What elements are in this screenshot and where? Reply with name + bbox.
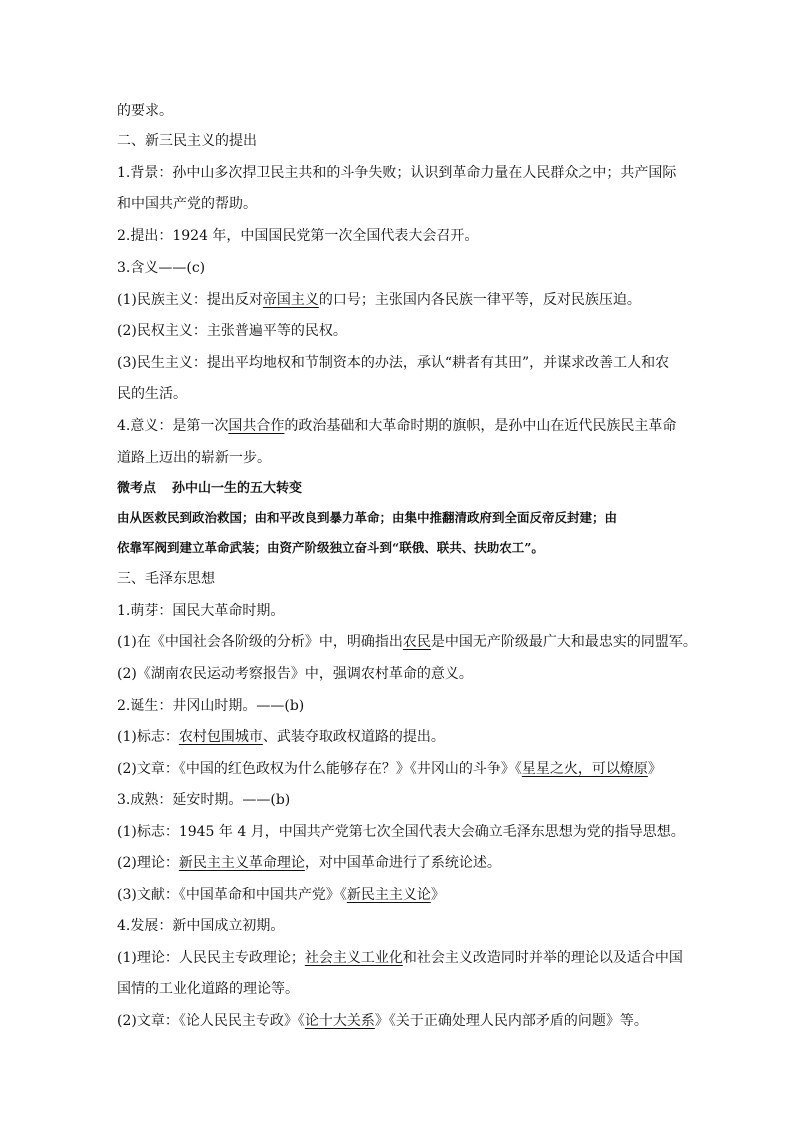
text-line: (1)理论：人民民主专政理论；社会主义工业化和社会主义改造同时并举的理论以及适合中国 bbox=[117, 950, 683, 966]
text-line: 和中国共产党的帮助。 bbox=[117, 196, 257, 212]
text-line: 依靠军阀到建立革命武装；由资产阶级独立奋斗到“联俄、联共、扶助农工”。 bbox=[117, 540, 544, 555]
underlined-term: 国共合作 bbox=[228, 418, 285, 434]
text-line: (2)《湖南农民运动考察报告》中，强调农村革命的意义。 bbox=[117, 666, 473, 682]
text-line: 4.发展：新中国成立初期。 bbox=[117, 918, 285, 934]
text-line: 4.意义：是第一次国共合作的政治基础和大革命时期的旗帜，是孙中山在近代民族民主革命 bbox=[117, 418, 677, 434]
text-line: (3)民生主义：提出平均地权和节制资本的办法，承认“耕者有其田”，并谋求改善工人和农 bbox=[117, 355, 670, 371]
text-line: 道路上迈出的崭新一步。 bbox=[117, 450, 271, 466]
underlined-term: 新民主主义革命理论 bbox=[178, 855, 305, 871]
text-line: (1)标志：1945 年 4 月，中国共产党第七次全国代表大会确立毛泽东思想为党的指导思想。 bbox=[117, 824, 685, 840]
text-line: 由从医救民到政治救国；由和平改良到暴力革命；由集中推翻清政府到全面反帝反封建；由 bbox=[117, 510, 618, 525]
section-heading: 三、毛泽东思想 bbox=[117, 571, 215, 587]
underlined-term: 农民 bbox=[402, 634, 431, 650]
text-line: (3)文献：《中国革命和中国共产党》《新民主主义论》 bbox=[117, 887, 445, 903]
text-line: (2)理论：新民主主义革命理论，对中国革命进行了系统论述。 bbox=[117, 855, 501, 871]
text-line: 2.提出：1924 年，中国国民党第一次全国代表大会召开。 bbox=[117, 228, 479, 244]
micro-topic-heading: 微考点 孙中山一生的五大转变 bbox=[117, 481, 303, 496]
text-line: (1)民族主义：提出反对帝国主义的口号；主张国内各民族一律平等，反对民族压迫。 bbox=[117, 292, 641, 308]
underlined-term: 论十大关系 bbox=[304, 1013, 375, 1029]
text-line: 国情的工业化道路的理论等。 bbox=[117, 981, 299, 997]
text-line: 1.萌芽：国民大革命时期。 bbox=[117, 603, 285, 619]
underlined-term: 星星之火，可以燎原 bbox=[521, 761, 648, 777]
section-heading: 二、新三民主义的提出 bbox=[117, 133, 257, 149]
underlined-term: 社会主义工业化 bbox=[304, 950, 403, 966]
text-line: (2)文章：《中国的红色政权为什么能够存在？》《井冈山的斗争》《星星之火，可以燎原》 bbox=[117, 761, 662, 777]
text-line: (1)在《中国社会各阶级的分析》中，明确指出农民是中国无产阶级最广大和最忠实的同盟军。 bbox=[117, 634, 697, 650]
text-line: (2)文章：《论人民民主专政》《论十大关系》《关于正确处理人民内部矛盾的问题》等。 bbox=[117, 1013, 648, 1029]
text-line: 3.含义——(c) bbox=[117, 260, 206, 276]
text-line: (2)民权主义：主张普遍平等的民权。 bbox=[117, 323, 347, 339]
text-line: 民的生活。 bbox=[117, 386, 187, 402]
underlined-term: 农村包围城市 bbox=[178, 729, 263, 745]
text-line: 2.诞生：井冈山时期。——(b) bbox=[117, 698, 305, 714]
text-line: 的要求。 bbox=[117, 103, 173, 119]
underlined-term: 帝国主义 bbox=[262, 292, 319, 308]
underlined-term: 新民主主义论 bbox=[346, 887, 431, 903]
text-line: 1.背景：孙中山多次捍卫民主共和的斗争失败；认识到革命力量在人民群众之中；共产国际 bbox=[117, 165, 677, 181]
text-line: 3.成熟：延安时期。——(b) bbox=[117, 792, 291, 808]
text-line: (1)标志：农村包围城市、武装夺取政权道路的提出。 bbox=[117, 729, 445, 745]
